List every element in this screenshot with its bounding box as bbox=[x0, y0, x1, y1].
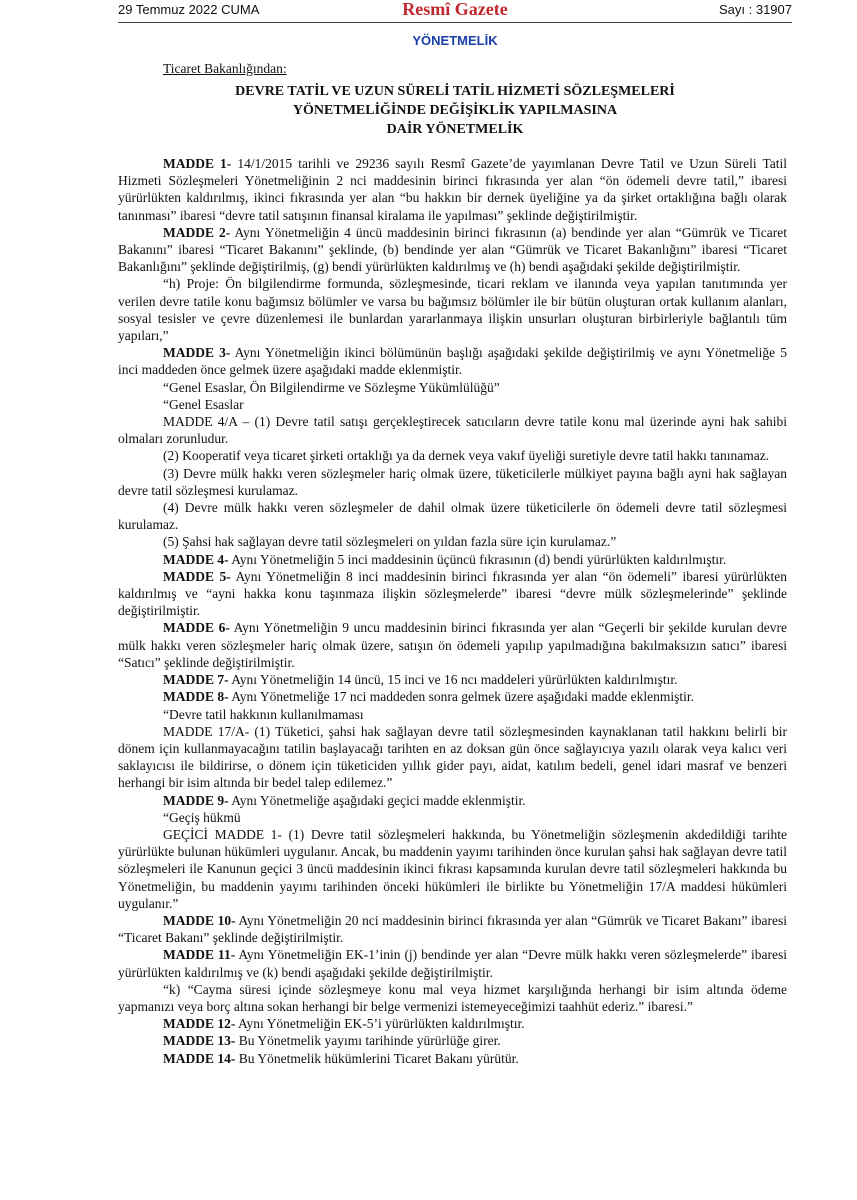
article-label: MADDE 3- bbox=[163, 345, 231, 361]
article-text: “k) “Cayma süresi içinde sözleşmeye konu mal veya hizmet karşılığında herhangi bir isim altında ödeme yapmanızı veya borç altına sokan herhangi bir belge vermenizi istemeyeceğimizi taahhüt ederiz.” ibaresi.” bbox=[118, 981, 787, 1014]
article-paragraph bbox=[118, 568, 787, 620]
article-label: MADDE 11- bbox=[163, 947, 236, 963]
article-text: Aynı Yönetmeliğin 8 inci maddesinin birinci fıkrasında yer alan “ön ödemeli” ibaresi yürürlükten kaldırılmış ve “ayni hakka konu taşınmaza ilişkin sözleşmelerde” ibaresi “devre mülk sözleşmelerinde” şeklinde değiştirilmiştir. bbox=[118, 568, 787, 619]
article-paragraph bbox=[118, 706, 787, 723]
article-text: Aynı Yönetmeliğin 9 uncu maddesinin birinci fıkrasında yer alan “Geçerli bir şekilde kurulan devre mülk hakkı veren sözleşmeler hariç olmak üzere, satışın ön ödemeli yapılıp yapılmadığına bakılmaksızın satıcı” ibaresi “Satıcı” şeklinde değiştirilmiştir. bbox=[118, 620, 788, 670]
section-title: YÖNETMELİK bbox=[412, 33, 498, 48]
article-text: “h) Proje: Ön bilgilendirme formunda, sözleşmesinde, ticari reklam ve ilanında veya yapılan tanıtımında yer verilen devre tatile konu bağımsız bölümler ve varsa bu bağımsız bölümler ile bir bütün oluşturan ortak kullanım alanları, sosyal tesisler ve çevre düzenlemesi ile bunlardan yararlanmaya ilişkin unsurları oluşturan birbirleriyle bağlantılı tüm yapıları,” bbox=[118, 276, 787, 344]
article-paragraph bbox=[118, 396, 787, 413]
article-text: 14/1/2015 tarihli ve 29236 sayılı Resmî Gazete’de yayımlanan Devre Tatil ve Uzun Süreli Tatil Hizmeti Sözleşmeleri Yönetmeliğinin 2 nci maddesinin birinci fıkrasında yer alan “ön ödemeli devre tatil,” ibaresi yürürlükten kaldırılmış, ikinci fıkrasında yer alan “bu hakkın bir dernek üyeliğine ya da şirket ortaklığına bağlı olarak tanınması” ibaresi “devre tatil satışının finansal kiralama ile yapılması” şeklinde değiştirilmiştir. bbox=[118, 156, 787, 223]
article-text: Aynı Yönetmeliğin ikinci bölümünün başlığı aşağıdaki şekilde değiştirilmiş ve aynı Yönetmeliğe 5 inci maddeden önce gelmek üzere aşağıdaki madde eklenmiştir. bbox=[118, 345, 787, 378]
article-text: Aynı Yönetmeliğin 14 üncü, 15 inci ve 16 ncı maddeleri yürürlükten kaldırılmıştır. bbox=[228, 672, 678, 688]
article-text: Aynı Yönetmeliğin EK-1’inin (j) bendinde yer alan “Devre mülk hakkı veren sözleşmelerde” ibaresi yürürlükten kaldırılmış ve (k) bendi aşağıdaki şekilde değiştirilmiştir. bbox=[118, 947, 787, 980]
article-paragraph bbox=[118, 826, 787, 912]
article-paragraph bbox=[118, 981, 787, 1015]
article-text: Aynı Yönetmeliğin EK-5’i yürürlükten kaldırılmıştır. bbox=[235, 1016, 525, 1032]
article-text: “Devre tatil hakkının kullanılmaması bbox=[163, 706, 364, 722]
article-paragraph bbox=[118, 344, 787, 378]
article-text: (2) Kooperatif veya ticaret şirketi ortaklığı ya da dernek veya vakıf üyeliği suretiyle devre tatil hakkı tanınamaz. bbox=[163, 448, 770, 464]
regulation-title-line: DEVRE TATİL VE UZUN SÜRELİ TATİL HİZMETİ SÖZLEŞMELERİ bbox=[235, 84, 675, 99]
issue-number: Sayı : 31907 bbox=[719, 2, 792, 17]
article-label: MADDE 10- bbox=[163, 912, 236, 928]
article-text: Bu Yönetmelik yayımı tarihinde yürürlüğe girer. bbox=[235, 1033, 501, 1049]
article-label: MADDE 7- bbox=[163, 672, 229, 688]
article-text: (4) Devre mülk hakkı veren sözleşmeler de dahil olmak üzere tüketicilerle ön ödemeli devre tatil sözleşmesi kurulamaz. bbox=[118, 500, 787, 533]
article-label: MADDE 1- bbox=[163, 156, 232, 171]
article-label: MADDE 6- bbox=[163, 620, 230, 636]
article-paragraph bbox=[118, 723, 787, 792]
article-paragraph bbox=[118, 809, 787, 826]
article-text: Aynı Yönetmeliğin 5 inci maddesinin üçüncü fıkrasının (d) bendi yürürlükten kaldırılmıştır. bbox=[228, 551, 727, 567]
article-paragraph bbox=[118, 946, 787, 980]
article-text: (5) Şahsi hak sağlayan devre tatil sözleşmeleri on yıldan fazla süre için kurulamaz.” bbox=[163, 534, 617, 550]
article-paragraph bbox=[118, 792, 787, 809]
article-paragraph bbox=[118, 1015, 787, 1032]
article-paragraph bbox=[118, 465, 787, 499]
article-text: “Genel Esaslar bbox=[163, 396, 244, 412]
article-label: MADDE 5- bbox=[163, 568, 231, 584]
article-paragraph bbox=[118, 413, 787, 447]
regulation-title bbox=[118, 82, 792, 139]
article-text: Aynı Yönetmeliğe aşağıdaki geçici madde eklenmiştir. bbox=[228, 792, 526, 808]
article-label: MADDE 9- bbox=[163, 792, 229, 808]
article-paragraph bbox=[118, 671, 787, 688]
article-text: Bu Yönetmelik hükümlerini Ticaret Bakanı yürütür. bbox=[235, 1050, 519, 1066]
regulation-title-line: YÖNETMELİĞİNDE DEĞİŞİKLİK YAPILMASINA bbox=[292, 103, 618, 118]
article-text: Aynı Yönetmeliğe 17 nci maddeden sonra gelmek üzere aşağıdaki madde eklenmiştir. bbox=[228, 689, 694, 705]
gazette-title: Resmî Gazete bbox=[402, 0, 508, 19]
article-paragraph bbox=[118, 533, 787, 550]
article-label: MADDE 4- bbox=[163, 551, 229, 567]
article-paragraph bbox=[118, 224, 787, 276]
article-paragraph bbox=[118, 379, 787, 396]
article-paragraph bbox=[118, 275, 787, 344]
gazette-header bbox=[118, 0, 792, 23]
header-date: 29 Temmuz 2022 CUMA bbox=[118, 2, 260, 17]
article-paragraph bbox=[118, 551, 787, 568]
article-label: MADDE 14- bbox=[163, 1050, 236, 1066]
article-label: MADDE 13- bbox=[163, 1033, 236, 1049]
article-text: Aynı Yönetmeliğin 20 nci maddesinin birinci fıkrasında yer alan “Gümrük ve Ticaret Bakanı” ibaresi “Ticaret Bakanı” şeklinde değiştirilmiştir. bbox=[118, 912, 788, 946]
article-label: MADDE 8- bbox=[163, 689, 229, 705]
article-text: Aynı Yönetmeliğin 4 üncü maddesinin birinci fıkrasının (a) bendinde yer alan “Gümrük ve Ticaret Bakanını” ibaresi “Ticaret Bakanını” şeklinde, (b) bendinde yer alan “Gümrük ve Ticaret Bakanlığını” ibaresi “Ticaret Bakanlığını” şeklinde değiştirilmiş, (g) bendi yürürlükten kaldırılmış ve (h) bendi aşağıdaki şekilde değiştirilmiştir. bbox=[118, 224, 787, 275]
article-paragraph bbox=[118, 1050, 787, 1067]
article-paragraph bbox=[118, 912, 787, 946]
article-paragraph bbox=[118, 499, 787, 533]
article-text: (3) Devre mülk hakkı veren sözleşmeler hariç olmak üzere, tüketicilerle mülkiyet payına bağlı ayni hak sağlayan devre tatil sözleşmesi kurulamaz. bbox=[118, 465, 787, 498]
article-label: MADDE 2- bbox=[163, 224, 231, 240]
article-text: GEÇİCİ MADDE 1- (1) Devre tatil sözleşmeleri hakkında, bu Yönetmeliğin sözleşmenin akdedildiği tarihte yürürlükte bulunan hükümleri uygulanır. Ancak, bu maddenin yayımı tarihinden önce kurulan şahsi hak sağlayan devre tatil sözleşmeleri ile Kanunun geçici 3 üncü maddesinin ikinci fıkrası kapsamında kurulan devre tatil sözleşmeleri hakkında bu Yönetmeliğin, bu maddenin yayımı tarihinden önceki hükümleri ile birlikte bu Yönetmeliğin 17/A maddesi hükümleri uygulanır.” bbox=[118, 826, 787, 911]
article-paragraph bbox=[118, 447, 787, 464]
issuer-ministry: Ticaret Bakanlığından: bbox=[163, 61, 287, 76]
article-text: MADDE 4/A – (1) Devre tatil satışı gerçekleştirecek satıcıların devre tatile konu mal üzerinde ayni hak sahibi olmaları zorunludur. bbox=[118, 414, 787, 447]
regulation-body bbox=[118, 155, 787, 1067]
article-paragraph bbox=[118, 619, 787, 671]
article-paragraph bbox=[118, 155, 787, 224]
regulation-title-line: DAİR YÖNETMELİK bbox=[386, 122, 524, 137]
article-label: MADDE 12- bbox=[163, 1016, 236, 1032]
article-paragraph bbox=[118, 1032, 787, 1049]
article-text: MADDE 17/A- (1) Tüketici, şahsi hak sağlayan devre tatil sözleşmesinden kaynaklanan tatil hakkını belirli bir dönem için kullanmayacağını tatilin başlayacağı tarihten en az doksan gün önce sağlayıcıya yazılı olarak veya kalıcı veri saklayıcısı ile bildirirse, o dönem için tüketiciden yıllık gider payı, aidat, katılım bedeli, genel idari masraf ve benzeri herhangi bir isim altında bir bedel talep edilemez.” bbox=[118, 723, 787, 791]
article-paragraph bbox=[118, 688, 787, 705]
article-text: “Geçiş hükmü bbox=[163, 809, 241, 825]
article-text: “Genel Esaslar, Ön Bilgilendirme ve Sözleşme Yükümlülüğü” bbox=[163, 379, 500, 395]
